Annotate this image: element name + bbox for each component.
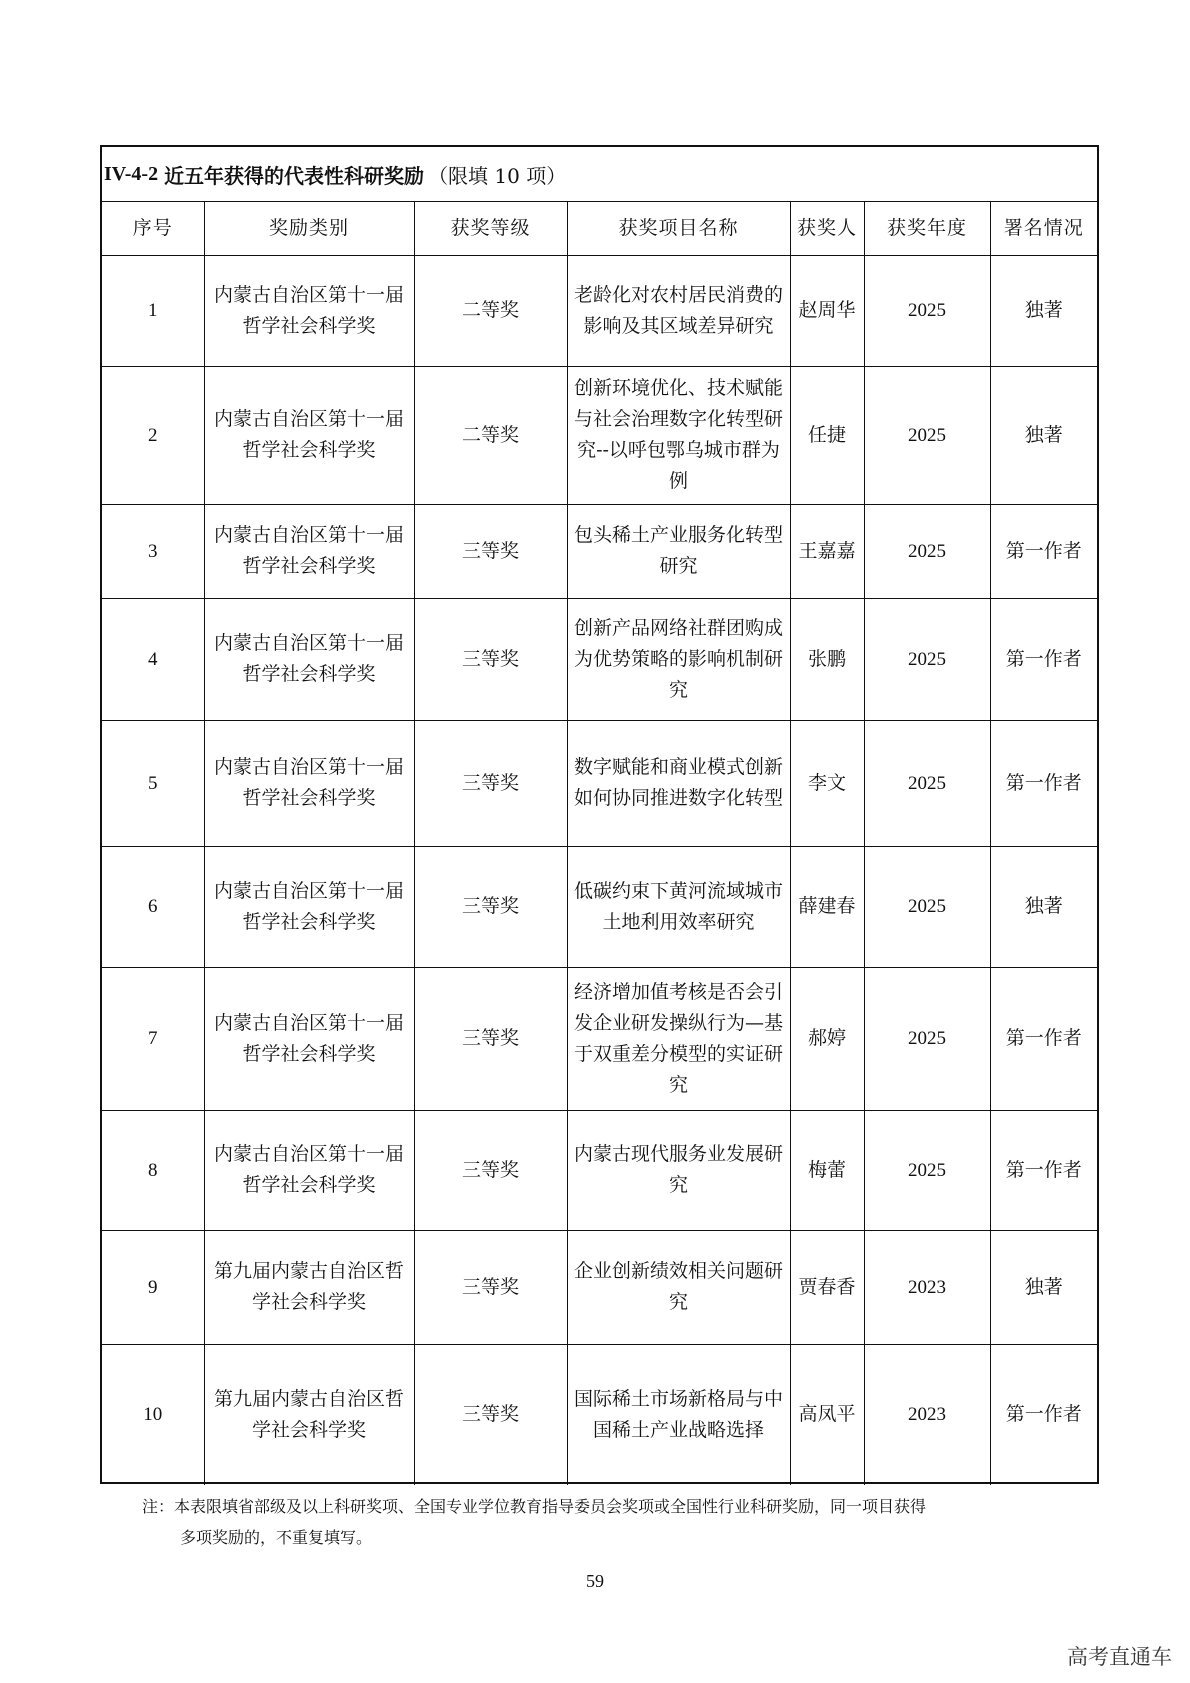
cell-winner: 高凤平 [790,1344,864,1485]
cell-winner: 薛建春 [790,846,864,967]
cell-year: 2025 [864,504,990,598]
cell-authorship: 第一作者 [990,1344,1097,1485]
table-row [102,366,1097,504]
cell-project: 创新环境优化、技术赋能与社会治理数字化转型研究--以呼包鄂乌城市群为例 [567,366,790,504]
section-limit: （限填 10 项） [428,163,567,188]
cell-no: 1 [102,255,204,366]
cell-category: 内蒙古自治区第十一届哲学社会科学奖 [204,255,414,366]
cell-category: 内蒙古自治区第十一届哲学社会科学奖 [204,598,414,720]
cell-no: 8 [102,1110,204,1230]
table-row [102,255,1097,366]
cell-authorship: 第一作者 [990,504,1097,598]
table-note [142,1491,1042,1553]
column-header: 获奖等级 [414,202,567,255]
cell-project: 老龄化对农村居民消费的影响及其区域差异研究 [567,255,790,366]
column-header: 获奖年度 [864,202,990,255]
cell-category: 第九届内蒙古自治区哲学社会科学奖 [204,1344,414,1485]
cell-year: 2025 [864,846,990,967]
column-header: 获奖项目名称 [567,202,790,255]
column-header: 序号 [102,202,204,255]
cell-level: 三等奖 [414,1230,567,1344]
cell-level: 三等奖 [414,504,567,598]
cell-year: 2025 [864,720,990,846]
cell-level: 三等奖 [414,1110,567,1230]
cell-year: 2025 [864,1110,990,1230]
section-title: 近五年获得的代表性科研奖励 [164,163,425,188]
header-row [102,202,1097,255]
cell-category: 内蒙古自治区第十一届哲学社会科学奖 [204,846,414,967]
cell-year: 2023 [864,1230,990,1344]
cell-category: 内蒙古自治区第十一届哲学社会科学奖 [204,720,414,846]
cell-level: 三等奖 [414,846,567,967]
cell-authorship: 独著 [990,846,1097,967]
cell-authorship: 独著 [990,366,1097,504]
column-header: 奖励类别 [204,202,414,255]
cell-project: 内蒙古现代服务业发展研究 [567,1110,790,1230]
cell-category: 内蒙古自治区第十一届哲学社会科学奖 [204,967,414,1110]
cell-winner: 赵周华 [790,255,864,366]
cell-no: 2 [102,366,204,504]
cell-winner: 郝婷 [790,967,864,1110]
cell-level: 三等奖 [414,598,567,720]
cell-authorship: 独著 [990,255,1097,366]
table-row [102,720,1097,846]
cell-no: 9 [102,1230,204,1344]
cell-category: 内蒙古自治区第十一届哲学社会科学奖 [204,1110,414,1230]
cell-category: 第九届内蒙古自治区哲学社会科学奖 [204,1230,414,1344]
cell-winner: 张鹏 [790,598,864,720]
awards-table [102,202,1097,1485]
cell-project: 包头稀土产业服务化转型研究 [567,504,790,598]
page-number: 59 [586,1571,604,1591]
cell-project: 数字赋能和商业模式创新如何协同推进数字化转型 [567,720,790,846]
table-row [102,1230,1097,1344]
cell-year: 2025 [864,598,990,720]
cell-winner: 王嘉嘉 [790,504,864,598]
cell-winner: 李文 [790,720,864,846]
cell-winner: 任捷 [790,366,864,504]
cell-level: 二等奖 [414,366,567,504]
cell-winner: 梅蕾 [790,1110,864,1230]
cell-level: 三等奖 [414,720,567,846]
cell-no: 6 [102,846,204,967]
cell-year: 2025 [864,255,990,366]
cell-no: 3 [102,504,204,598]
cell-level: 二等奖 [414,255,567,366]
cell-authorship: 第一作者 [990,1110,1097,1230]
column-header: 获奖人 [790,202,864,255]
cell-year: 2025 [864,366,990,504]
watermark: 高考直通车 [1067,1645,1172,1669]
note-line-2: 多项奖励的，不重复填写。 [180,1528,373,1547]
cell-no: 7 [102,967,204,1110]
cell-category: 内蒙古自治区第十一届哲学社会科学奖 [204,504,414,598]
cell-project: 创新产品网络社群团购成为优势策略的影响机制研究 [567,598,790,720]
cell-winner: 贾春香 [790,1230,864,1344]
table-row [102,846,1097,967]
cell-authorship: 独著 [990,1230,1097,1344]
cell-no: 10 [102,1344,204,1485]
cell-no: 4 [102,598,204,720]
cell-no: 5 [102,720,204,846]
cell-authorship: 第一作者 [990,967,1097,1110]
cell-project: 低碳约束下黄河流域城市土地利用效率研究 [567,846,790,967]
table-row [102,598,1097,720]
table-row [102,504,1097,598]
table-row [102,967,1097,1110]
column-header: 署名情况 [990,202,1097,255]
awards-section [100,145,1099,1484]
cell-category: 内蒙古自治区第十一届哲学社会科学奖 [204,366,414,504]
cell-project: 企业创新绩效相关问题研究 [567,1230,790,1344]
cell-year: 2025 [864,967,990,1110]
table-row [102,1110,1097,1230]
cell-project: 经济增加值考核是否会引发企业研发操纵行为—基于双重差分模型的实证研究 [567,967,790,1110]
cell-authorship: 第一作者 [990,598,1097,720]
cell-authorship: 第一作者 [990,720,1097,846]
cell-level: 三等奖 [414,967,567,1110]
section-heading [102,147,1097,202]
section-code: IV-4-2 [104,162,159,185]
cell-project: 国际稀土市场新格局与中国稀土产业战略选择 [567,1344,790,1485]
cell-year: 2023 [864,1344,990,1485]
table-row [102,1344,1097,1485]
note-line-1: 注：本表限填省部级及以上科研奖项、全国专业学位教育指导委员会奖项或全国性行业科研奖励，同一项目获得 [142,1497,927,1516]
cell-level: 三等奖 [414,1344,567,1485]
